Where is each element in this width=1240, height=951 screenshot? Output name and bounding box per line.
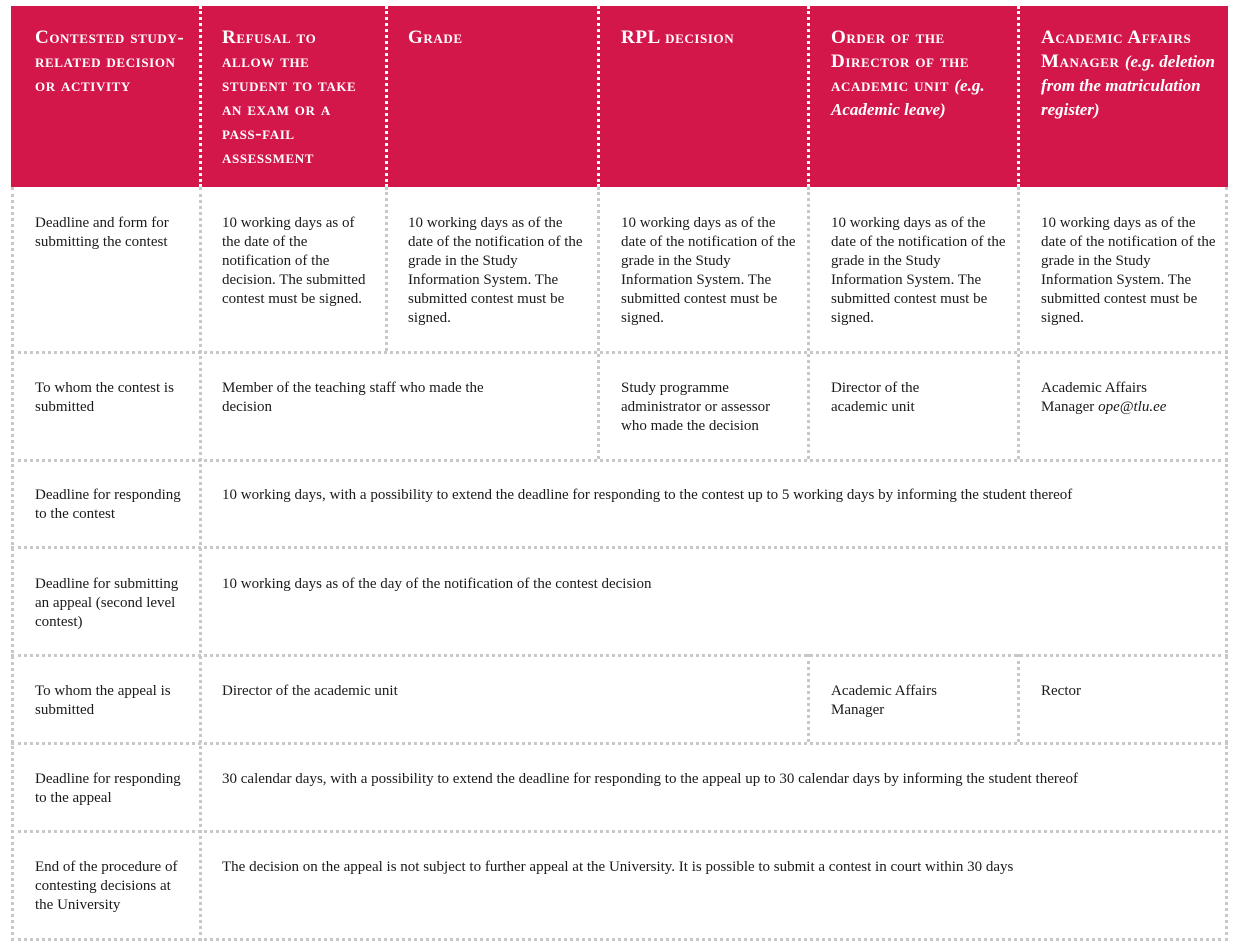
to-whom-contest-manager-email: ope@tlu.ee (1098, 399, 1167, 415)
table-border-left (11, 187, 14, 941)
row-end-procedure-label: End of the procedure of contesting decisions at the University (35, 859, 178, 913)
row-to-whom-contest-rpl: Study programme administrator or assessor who made the decision (621, 380, 771, 434)
column-divider (385, 187, 388, 351)
header-col3 (621, 26, 801, 50)
row-divider (11, 546, 1228, 549)
column-divider (199, 187, 202, 941)
header-col1-title: Refusal to allow the student to take an exam or a pass-fail assessment (222, 27, 357, 168)
row-to-whom-appeal-director: Director of the academic unit (222, 683, 398, 699)
header-divider (385, 6, 388, 187)
row-appeal-response-text: 30 calendar days, with a possibility to extend the deadline for responding to the appeal up to 30 calendar days by informing the student thereof (222, 771, 1079, 787)
header-col4-note: (e.g. Academic leave) (831, 76, 985, 119)
row-deadline-form-label: Deadline and form for submitting the contest (35, 215, 169, 250)
header-col0 (35, 26, 185, 98)
header-col1 (222, 26, 372, 170)
row-to-whom-contest-director: Director of the academic unit (831, 380, 920, 415)
row-deadline-form-grade: 10 working days as of the date of the notification of the grade in the Study Information System. The submitted contest must be signed. (408, 215, 583, 326)
header-col5-note: (e.g. deletion from the matriculation register) (1041, 52, 1215, 119)
row-to-whom-appeal-label: To whom the appeal is submitted (35, 683, 171, 718)
column-divider (807, 187, 810, 459)
header-divider (199, 6, 202, 187)
header-col0-title: Contested study-related decision or activity (35, 27, 185, 96)
table-border-right (1225, 187, 1228, 941)
header-col2-title: Grade (408, 27, 463, 48)
row-divider (11, 742, 1228, 745)
row-to-whom-contest-manager (1041, 379, 1191, 417)
row-divider (11, 830, 1228, 833)
row-response-deadline-label: Deadline for responding to the contest (35, 487, 181, 522)
column-divider (1017, 654, 1020, 742)
header-col4-title: Order of the Director of the academic unit (831, 27, 970, 96)
column-divider (1017, 187, 1020, 459)
header-divider (807, 6, 810, 187)
row-deadline-form-manager: 10 working days as of the date of the notification of the grade in the Study Information System. The submitted contest must be signed. (1041, 215, 1216, 326)
row-deadline-form-director: 10 working days as of the date of the notification of the grade in the Study Information System. The submitted contest must be signed. (831, 215, 1006, 326)
row-deadline-form-refusal: 10 working days as of the date of the notification of the decision. The submitted contest must be signed. (222, 215, 366, 307)
row-to-whom-appeal-manager: Academic Affairs Manager (831, 683, 937, 718)
row-deadline-form-rpl: 10 working days as of the date of the notification of the grade in the Study Information System. The submitted contest must be signed. (621, 215, 796, 326)
row-appeal-deadline-text: 10 working days as of the day of the notification of the contest decision (222, 576, 652, 592)
header-divider (597, 6, 600, 187)
column-divider (807, 654, 810, 742)
header-divider (1017, 6, 1020, 187)
table-border-bottom (11, 938, 1228, 941)
contest-procedure-table (11, 6, 1228, 941)
header-col3-title: RPL decision (621, 27, 735, 48)
header-col5-title: Academic Affairs Manager (1041, 27, 1192, 72)
row-end-procedure-text: The decision on the appeal is not subject to further appeal at the University. It is possible to submit a contest in court within 30 days (222, 859, 1014, 875)
row-divider (11, 351, 1228, 354)
header-col5 (1041, 26, 1216, 122)
row-to-whom-appeal-rector: Rector (1041, 683, 1081, 699)
row-to-whom-contest-teaching-staff: Member of the teaching staff who made the decision (222, 380, 484, 415)
row-to-whom-contest-label: To whom the contest is submitted (35, 380, 174, 415)
row-appeal-deadline-label: Deadline for submitting an appeal (second level contest) (35, 576, 179, 630)
row-divider (11, 459, 1228, 462)
row-appeal-response-label: Deadline for responding to the appeal (35, 771, 181, 806)
to-whom-contest-manager-name: Academic Affairs Manager (1041, 380, 1147, 415)
header-col2 (408, 26, 588, 50)
column-divider (597, 187, 600, 459)
row-response-deadline-text: 10 working days, with a possibility to extend the deadline for responding to the contest up to 5 working days by informing the student thereof (222, 487, 1073, 503)
row-divider (11, 654, 1228, 657)
header-col4 (831, 26, 1007, 122)
